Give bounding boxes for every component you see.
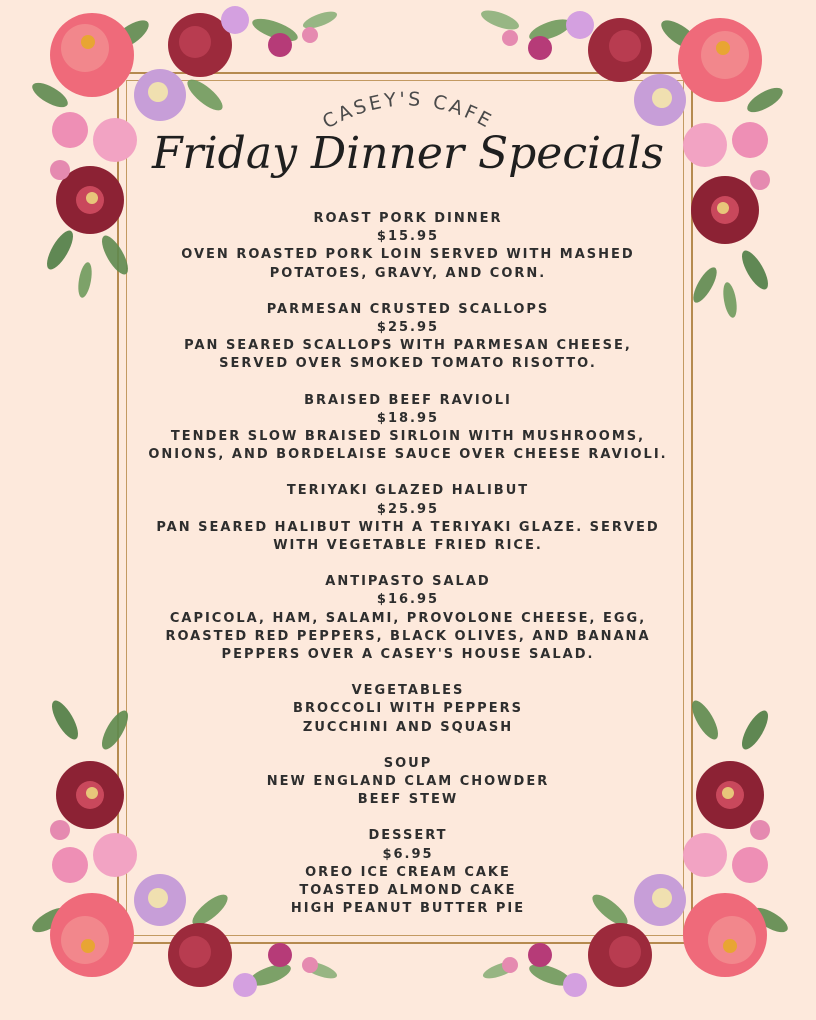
menu-item-description: HIGH PEANUT BUTTER PIE bbox=[290, 901, 526, 917]
menu-item-name: VEGETABLES bbox=[351, 683, 465, 699]
menu-section bbox=[130, 573, 686, 664]
menu-item-description: OVEN ROASTED PORK LOIN SERVED WITH MASHED bbox=[181, 247, 635, 263]
menu-item-price: $6.95 bbox=[382, 846, 434, 862]
menu-section bbox=[130, 301, 686, 374]
menu-item-description: ONIONS, AND BORDELAISE SAUCE OVER CHEESE RAVIOLI. bbox=[148, 447, 668, 463]
menu-item-description: ZUCCHINI AND SQUASH bbox=[302, 719, 514, 735]
menu-section bbox=[130, 755, 686, 810]
menu-item-name: BRAISED BEEF RAVIOLI bbox=[304, 392, 512, 408]
menu-item-description: BROCCOLI WITH PEPPERS bbox=[293, 701, 523, 717]
svg-text:CASEY'S CAFE bbox=[319, 88, 497, 133]
menu-item-price: $25.95 bbox=[376, 501, 440, 517]
menu-item-description: PEPPERS OVER A CASEY'S HOUSE SALAD. bbox=[221, 647, 595, 663]
menu-item-description: BEEF STEW bbox=[357, 792, 459, 808]
brand-name-text: CASEY'S CAFE bbox=[319, 88, 497, 134]
menu-section bbox=[130, 392, 686, 465]
menu-item-description: ROASTED RED PEPPERS, BLACK OLIVES, AND BANANA bbox=[165, 628, 651, 644]
menu-item-description: NEW ENGLAND CLAM CHOWDER bbox=[266, 774, 550, 790]
menu-item-name: SOUP bbox=[383, 755, 433, 771]
menu-item-description: PAN SEARED HALIBUT WITH A TERIYAKI GLAZE. SERVED bbox=[156, 519, 660, 535]
menu-section bbox=[130, 682, 686, 737]
menu-item-name: PARMESAN CRUSTED SCALLOPS bbox=[266, 301, 550, 317]
menu-item-name: TERIYAKI GLAZED HALIBUT bbox=[286, 483, 530, 499]
menu-item-description: TOASTED ALMOND CAKE bbox=[299, 883, 517, 899]
menu-section bbox=[130, 827, 686, 918]
menu-item-description: POTATOES, GRAVY, AND CORN. bbox=[269, 265, 547, 281]
menu-item-price: $18.95 bbox=[376, 410, 440, 426]
menu-item-description: SERVED OVER SMOKED TOMATO RISOTTO. bbox=[219, 356, 597, 372]
page-title: Friday Dinner Specials bbox=[152, 128, 664, 179]
menu-item-description: CAPICOLA, HAM, SALAMI, PROVOLONE CHEESE, EGG, bbox=[169, 610, 647, 626]
menu-item-name: DESSERT bbox=[368, 828, 448, 844]
menu-item-description: OREO ICE CREAM CAKE bbox=[305, 864, 511, 880]
menu-item-description: PAN SEARED SCALLOPS WITH PARMESAN CHEESE, bbox=[184, 338, 632, 354]
menu-item-description: WITH VEGETABLE FRIED RICE. bbox=[273, 538, 543, 554]
menu-item-price: $16.95 bbox=[376, 592, 440, 608]
menu-section bbox=[130, 482, 686, 555]
menu-item-price: $25.95 bbox=[376, 320, 440, 336]
menu-section bbox=[130, 210, 686, 283]
menu-item-price: $15.95 bbox=[376, 229, 440, 245]
menu-item-description: TENDER SLOW BRAISED SIRLOIN WITH MUSHROOMS, bbox=[170, 429, 646, 445]
menu-item-name: ANTIPASTO SALAD bbox=[325, 574, 491, 590]
menu-list bbox=[130, 210, 686, 937]
menu-item-name: ROAST PORK DINNER bbox=[313, 211, 503, 226]
